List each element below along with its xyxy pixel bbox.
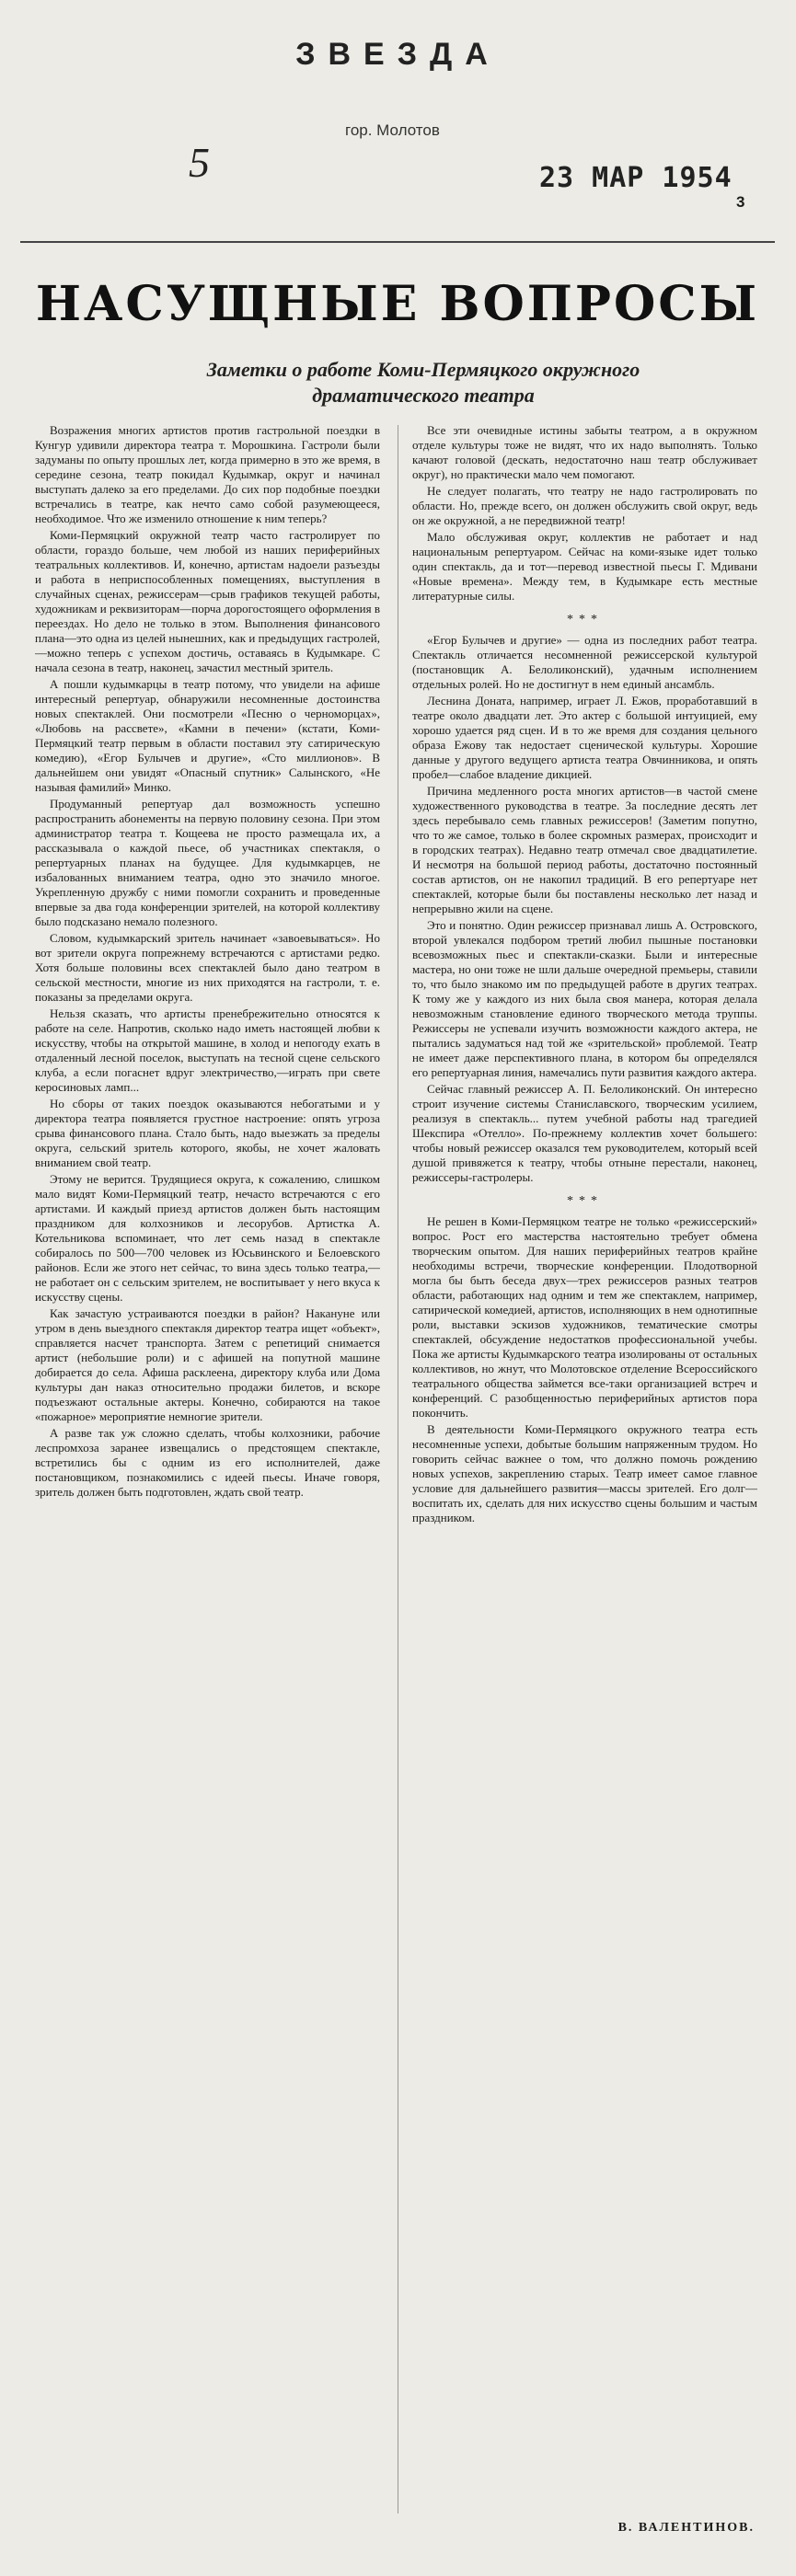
paragraph: Причина медленного роста многих артистов—в частой смене художественного руководства в театре. За последние десять лет здесь перебывало семь главных режиссеров! (Заметим попутно, что то же самое, только в более скромных размерах, происходит и в городских театрах). Недавно театр отмечал свое двадцатилетие. И несмотря на большой период работы, достаточно постоянный состав артистов, он не накопил традиций. В его репертуаре нет спектаклей, которые были бы поставлены несколько лет назад и непрерывно жили на сцене. xyxy=(412,784,757,915)
left-column xyxy=(35,423,380,2512)
paragraph: Но сборы от таких поездок оказываются небогатыми и у директора театра появляется грустное настроение: опять угроза срыва финансового плана. Стало быть, надо выезжать за пределы округа, сельский зритель которого, якобы, не хочет жаловать вниманием свой театр. xyxy=(35,1097,380,1169)
paragraph: Этому не верится. Трудящиеся округа, к сожалению, слишком мало видят Коми-Пермяцкий театр, нечасто встречаются с его артистами. И каждый приезд артистов должен быть настоящим праздником для колхозников и лесорубов. Артистка А. Котельникова вспоминает, что лет семь назад в спектакле собиралось по 500—700 человек из Юсьвинского и Белоевского районов. Если же этого нет сейчас, то вина здесь только театра,— не работает он с сельским зрителем, не воспитывает у него вкуса к искусству сцены. xyxy=(35,1172,380,1304)
paragraph: А пошли кудымкарцы в театр потому, что увидели на афише интересный репертуар, обнаружили несомненные достоинства новых спектаклей. Они посмотрели «Песню о черноморцах», «Любовь на рассвете», «Камни в печени» (кстати, Коми-Пермяцкий театр первым в области поставил эту сатирическую комедию), «Егор Булычев и другие», «Сто миллионов». В дальнейшем они увидят «Опасный спутник» Салынского, «Не называя фамилий» Минко. xyxy=(35,677,380,794)
article-subtitle: Заметки о работе Коми-Пермяцкого окружного драматического театра xyxy=(206,358,640,407)
newspaper-masthead: ЗВЕЗДА xyxy=(295,37,501,72)
article-headline: НАСУЩНЫЕ ВОПРОСЫ xyxy=(35,276,760,332)
date-stamp: 23 МАР 1954 xyxy=(539,162,733,194)
paragraph: Как зачастую устраиваются поездки в район? Накануне или утром в день выездного спектакля директор театра ищет «объект», справляется насчет транспорта. Затем с репетиций снимается артист (небольшие роли) и с афишей на попутной машине добирается до села. Афиша расклеена, директору клуба или Дома культуры дан наказ относительно продажи билетов, и вскоре подъезжают остальные актеры. Конечно, собираются на такое «пожарное» мероприятие немногие зрители. xyxy=(35,1306,380,1423)
section-separator: *** xyxy=(567,613,603,627)
paragraph: В деятельности Коми-Пермяцкого окружного театра есть несомненные успехи, добытые большим напряженным трудом. Но говорить сейчас важнее о том, что должно помочь рождению новых успехов, закреплению старых. Театр имеет самое главное условие для дальнейшего развития—массы зрителей. Его долг—воспитать их, сделать для них искусство сцены большим и частым праздником. xyxy=(412,1422,757,1524)
paragraph: Нельзя сказать, что артисты пренебрежительно относятся к работе на селе. Напротив, сколько надо иметь настоящей любви к искусству, чтобы на открытой машине, в холод и непогоду ехать в отдаленный лесной поселок, выступать на тесной сцене сельского клуба, а если погаснет вдруг электричество,—играть при свете керосиновых ламп... xyxy=(35,1006,380,1094)
paragraph: Словом, кудымкарский зритель начинает «завоевываться». Но вот зрители округа попрежнему встречаются с артистами редко. Хотя больше половины всех спектаклей было дано театром в сельской местности, многие из них приходятся на гастроли, т. е. показаны за пределами округа. xyxy=(35,931,380,1004)
right-column xyxy=(412,423,757,2512)
page-number: 3 xyxy=(736,193,745,211)
paragraph: Коми-Пермяцкий окружной театр часто гастролирует по области, гораздо больше, чем любой из наших периферийных театральных коллективов. И, конечно, артистам надоели разъезды и работа в неприспособленных помещениях, выступления в случайных сценах, режиссерам—срыв графиков текущей работы, художникам и реквизиторам—порча дорогостоящего оформления в переездах. Но дело не только в этом. Выполнения финансового плана—это одна из целей нынешних, как и предыдущих гастролей,—можно теперь с успехом достичь, оставаясь в Кудымкаре. С начала сезона в театр, наконец, зачастил местный зритель. xyxy=(35,528,380,674)
paragraph: Все эти очевидные истины забыты театром, а в окружном отделе культуры тоже не видят, что их надо выполнять. Только качают головой (дескать, недостаточно наш театр обслуживает округ), но практически мало чем помогают. xyxy=(412,423,757,481)
paragraph: «Егор Булычев и другие» — одна из последних работ театра. Спектакль отличается несомненной режиссерской культурой (постановщик А. Белоликонский), удачным исполнением отдельных ролей. Но не достигнут в нем единый ансамбль. xyxy=(412,633,757,691)
header-rule xyxy=(20,241,775,243)
paragraph: Сейчас главный режиссер А. П. Белоликонский. Он интересно строит изучение системы Станиславского, творческим усилием, реализуя в спектакль... путем учебной работы над трагедией Шекспира «Отелло». По-прежнему коллектив хочет большего: чтобы новый режиссер оказался тем руководителем, который всей душой привяжется к театру, чтобы отныне перестали, наконец, режиссеры-гастролеры. xyxy=(412,1082,757,1184)
paragraph: Не решен в Коми-Пермяцком театре не только «режиссерский» вопрос. Рост его мастерства настоятельно требует обмена творческим опытом. Для наших периферийных театров крайне необходимы встречи, творческие конференции. Плодотворной могла бы быть беседа двух—трех режиссеров разных театров области, работающих над одним и тем же спектаклем, например, сатирической комедией, артистов, исполняющих в нем однотипные роли, выставки эскизов художников, тематические смотры спектаклей, обсуждение недостатков профессиональной учебы. Пока же артисты Кудымкарского театра изолированы от остальных коллективов, но жнут, что Молотовское отделение Всероссийского театрального общества займется все-таки организацией встреч и конференций. С разобщенностью периферийных артистов пора покончить. xyxy=(412,1214,757,1420)
paragraph: Продуманный репертуар дал возможность успешно распространить абонементы на первую половину сезона. При этом администратор театра т. Кощеева не просто размещала их, а рассказывала о каждой пьесе, об участниках спектакля, о репертуарных планах на будущее. Для кудымкарцев, не избалованных вниманием театра, одно это значило многое. Укрепленную дружбу с ними помогли сохранить и проведенные впервые за два года конференции зрителей, на которой коллективу было подсказано немало полезного. xyxy=(35,797,380,928)
paragraph: А разве так уж сложно сделать, чтобы колхозники, рабочие леспромхоза заранее извещались о предстоящем спектакле, встретились бы с одним из его исполнителей, даже постановщиком, познакомились с идеей пьесы. Иначе говоря, зритель должен быть подготовлен, ждать свой театр. xyxy=(35,1426,380,1499)
paragraph: Возражения многих артистов против гастрольной поездки в Кунгур удивили директора театра т. Морошкина. Гастроли были задуманы по опыту прошлых лет, когда примерно в это же время, в середине сезона, театр покидал Кудымкар, округ и начинал выступать далеко за его пределами. До сих пор подобные поездки встречались в театре, как нечто само собой разумеющееся, необходимое. Что же изменило отношение к ним теперь? xyxy=(35,423,380,525)
paragraph: Мало обслуживая округ, коллектив не работает и над национальным репертуаром. Сейчас на коми-языке идет только один спектакль, да и тот—перевод известной пьесы Г. Мдивани «Новые времена». Между тем, в Кудымкаре есть местные литературные силы. xyxy=(412,530,757,603)
handwritten-number: 5 xyxy=(189,139,210,186)
article-author: В. ВАЛЕНТИНОВ. xyxy=(617,2521,755,2535)
section-separator: *** xyxy=(567,1194,603,1208)
masthead-city: гор. Молотов xyxy=(345,121,440,139)
paragraph: Леснина Доната, например, играет Л. Ежов, проработавший в театре около двадцати лет. Это актер с большой интуицией, ему хорошо удается ряд сцен. И в то же время для создания цельного образа Ежову так недостает сценической культуры. Хорошие данные у другого ведущего артиста театра Овчинникова, и опять пробел—слабое владение дикцией. xyxy=(412,694,757,781)
paragraph: Это и понятно. Один режиссер признавал лишь А. Островского, второй увлекался подбором третий любил пышные постановки всевозможных пьес и спектакли-сказки. Были и интересные мастера, но они тоже не шли дальше очередной премьеры, ставили то, что было знакомо им по предыдущей работе в других театрах. К тому же у каждого из них была своя манера, которая делала невозможным становление единого творческого метода труппы. Режиссеры не успевали изучить возможности каждого актера, не пытались задуматься над той же «зрительской» проблемой. Театр не имеет даже перспективного плана, в котором бы определялся его репертуарная линия, намечались пути развития каждого актера. xyxy=(412,918,757,1079)
paragraph: Не следует полагать, что театру не надо гастролировать по области. Но, прежде всего, он должен обслужить свой округ, ведь он же окружной, а не передвижной театр! xyxy=(412,484,757,527)
